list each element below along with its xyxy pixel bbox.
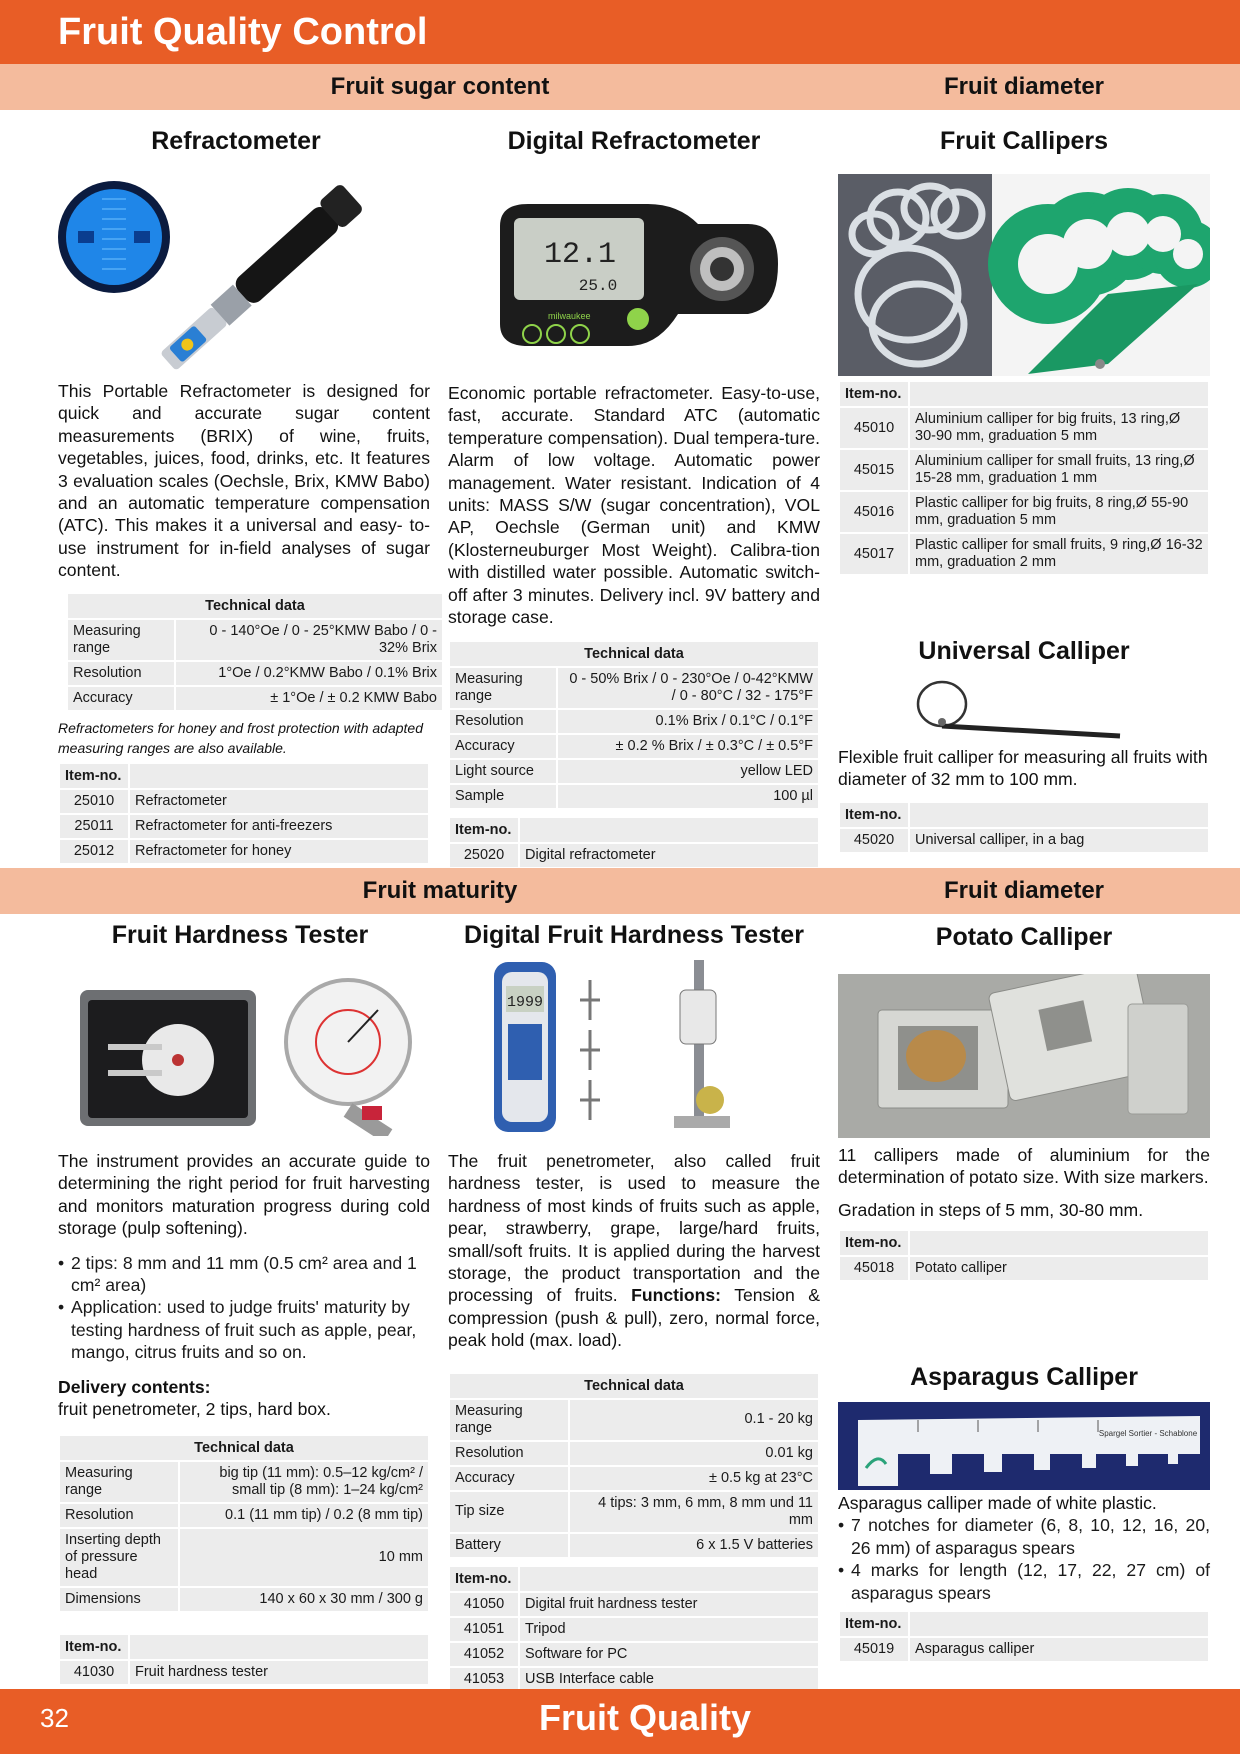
digital-hardness-item-table: Item-no. 41050 Digital fruit hardness tester 41051 Tripod 41052 Software for PC 41053 USB Interface cable (448, 1565, 820, 1693)
potato-calliper-title: Potato Calliper (935, 923, 1113, 951)
tech-row: Accuracy ± 0.5 kg at 23°C (450, 1467, 818, 1490)
tech-row: Resolution 0.1 (11 mm tip) / 0.2 (8 mm tip) (60, 1504, 428, 1527)
page-title: Fruit Quality Control (58, 11, 428, 53)
item-row: 41050 Digital fruit hardness tester (450, 1593, 818, 1616)
fruit-callipers-section (838, 126, 1210, 576)
hardness-tester-bullets (58, 1252, 430, 1364)
tech-row: Measuring range 0.1 - 20 kg (450, 1400, 818, 1440)
hardness-tester-section (58, 920, 430, 1686)
asparagus-calliper-section (838, 1362, 1210, 1663)
digital-refractometer-title: Digital Refractometer (507, 127, 761, 155)
item-row: 41051 Tripod (450, 1618, 818, 1641)
universal-calliper-title: Universal Calliper (918, 637, 1130, 665)
potato-calliper-section (838, 922, 1210, 1282)
digital-hardness-section (448, 920, 820, 1693)
tech-row: Measuring range 0 - 140°Oe / 0 - 25°KMW Babo / 0 - 32% Brix (68, 620, 442, 660)
item-row: 25012 Refractometer for honey (60, 840, 428, 863)
band-fruit-sugar-content: Fruit sugar content (330, 73, 550, 100)
item-row: 45020 Universal calliper, in a bag (840, 829, 1208, 852)
universal-calliper-item-table: Item-no. 45020 Universal calliper, in a bag (838, 801, 1210, 854)
universal-calliper-description: Flexible fruit calliper for measuring all fruits with diameter of 32 mm to 100 mm. (838, 747, 1208, 790)
footer-bar (0, 1689, 1240, 1754)
tech-row: Measuring range 0 - 50% Brix / 0 - 230°Oe / 0-42°KMW / 0 - 80°C / 32 - 175°F (450, 668, 818, 708)
bullet-item: • 4 marks for length (12, 17, 22, 27 cm) of asparagus spears (838, 1559, 1210, 1604)
item-row: 45019 Asparagus calliper (840, 1638, 1208, 1661)
refractometer-item-table (58, 762, 430, 865)
item-row: 41052 Software for PC (450, 1643, 818, 1666)
refractometer-section (58, 126, 437, 865)
refractometer-image (58, 174, 430, 370)
band-fruit-diameter-top: Fruit diameter (943, 73, 1105, 100)
universal-calliper-image (838, 670, 1210, 740)
refractometer-note: Refractometers for honey and frost protection with adapted measuring ranges are also available. (58, 719, 423, 756)
potato-calliper-gradation: Gradation in steps of 5 mm, 30-80 mm. (838, 1199, 1144, 1220)
tech-row: Resolution 1°Oe / 0.2°KMW Babo / 0.1% Brix (68, 662, 442, 685)
delivery-label: Delivery contents: (58, 1376, 211, 1397)
item-row: 45017 Plastic calliper for small fruits, 9 ring,Ø 16-32 mm, graduation 2 mm (840, 534, 1208, 574)
asparagus-calliper-bullets (838, 1514, 1210, 1604)
digital-hardness-title: Digital Fruit Hardness Tester (464, 921, 804, 949)
bullet-item: • Application: used to judge fruits' maturity by testing hardness of fruit such as apple, pear, mango, citrus fruits and so on. (58, 1296, 430, 1363)
brand-label: milwaukee (548, 311, 591, 321)
page-number: 32 (40, 1703, 69, 1733)
tech-table-header: Technical data (68, 594, 442, 618)
section-band-top (0, 64, 1240, 110)
digital-hardness-tech-table: Technical data Measuring range 0.1 - 20 kg Resolution 0.01 kg Accuracy ± 0.5 kg at 23°C Tip size 4 tips: 3 mm, 6 mm, 8 mm und 11 mm Battery 6 x 1.5 V batteries (448, 1372, 820, 1559)
item-row: 45015 Aluminium calliper for small fruits, 13 ring,Ø 15-28 mm, graduation 1 mm (840, 450, 1208, 490)
universal-calliper-section (838, 636, 1210, 854)
tech-row: Sample 100 µl (450, 785, 818, 808)
section-band-middle (0, 868, 1240, 914)
tech-row: Measuring range big tip (11 mm): 0.5–12 kg/cm² / small tip (8 mm): 1–24 kg/cm² (60, 1462, 428, 1502)
tech-row: Battery 6 x 1.5 V batteries (450, 1534, 818, 1557)
item-row: 45016 Plastic calliper for big fruits, 8 ring,Ø 55-90 mm, graduation 5 mm (840, 492, 1208, 532)
asparagus-calliper-image (838, 1402, 1210, 1490)
band-fruit-maturity: Fruit maturity (362, 877, 518, 904)
item-row: 45018 Potato calliper (840, 1257, 1208, 1280)
bullet-item: • 7 notches for diameter (6, 8, 10, 12, 16, 20, 26 mm) of asparagus spears (838, 1514, 1210, 1559)
refractometer-tech-table (66, 592, 444, 712)
digital-display-main: 12.1 (543, 238, 617, 272)
tech-row: Resolution 0.1% Brix / 0.1°C / 0.1°F (450, 710, 818, 733)
fruit-callipers-title: Fruit Callipers (939, 127, 1109, 155)
digital-hardness-description: The fruit penetrometer, also called fruit hardness tester, is used to measure the hardness of most kinds of fruits such as apple, pear, strawberry, grape, large/hard fruits, small/soft fruits. It is applied during the harvest storage, the product transportation and the processing of fruits. Functions: Tension & compression (push & pull), zero, normal force, peak hold (max. load). (448, 1151, 821, 1351)
hardness-tester-item-table: Item-no. 41030 Fruit hardness tester (58, 1633, 430, 1686)
item-row: 41030 Fruit hardness tester (60, 1661, 428, 1684)
refractometer-title: Refractometer (151, 127, 321, 155)
band-fruit-diameter-middle: Fruit diameter (943, 877, 1105, 904)
refractometer-description: This Portable Refractometer is designed for quick and accurate sugar content measurements (BRIX) of wine, fruits, vegetables, juices, food, drinks, etc. It features 3 evaluation scales (Oechsle, Brix, KMW Babo) and an automatic temperature compensation (ATC). This makes it a universal and easy- to-use instrument for in-field analyses of sugar content. (58, 381, 430, 581)
asparagus-calliper-description: Asparagus calliper made of white plastic. (838, 1493, 1157, 1513)
tech-row: Accuracy ± 1°Oe / ± 0.2 KMW Babo (68, 687, 442, 710)
digital-refractometer-description: Economic portable refractometer. Easy-to-use, fast, accurate. Standard ATC (automatic temperature compensation). Dual tempera-ture. Alarm of low voltage. Automatic power management. Water resistant. Indication of 4 units: MASS S/W (sugar concentration), VOL AP, Oechsle (German unit) and KMW (Klosterneuburger Most Weight). Calibra-tion with distilled water possible. Automatic switch-off after 3 minutes. Delivery incl. 9V battery and storage case. (448, 383, 820, 628)
header-bar (0, 0, 1240, 64)
digital-refractometer-image (448, 174, 820, 370)
item-row: 25020 Digital refractometer (450, 844, 818, 867)
item-table-header: Item-no. (60, 764, 128, 788)
digital-display-sub: 25.0 (578, 277, 618, 295)
potato-calliper-image (838, 974, 1210, 1138)
asparagus-calliper-title: Asparagus Calliper (910, 1363, 1138, 1391)
tech-row: Dimensions 140 x 60 x 30 mm / 300 g (60, 1588, 428, 1611)
hardness-tester-description: The instrument provides an accurate guide to determining the right period for fruit harvesting and monitors maturation progress during cold storage (pulp softening). (58, 1151, 430, 1239)
fruit-callipers-item-table: Item-no. 45010 Aluminium calliper for big fruits, 13 ring,Ø 30-90 mm, graduation 5 mm 45015 Aluminium calliper for small fruits, 13 ring,Ø 15-28 mm, graduation 1 mm 45016 Plastic calliper for big fruits, 8 ring,Ø 55-90 mm, graduation 5 mm 45017 Plastic calliper for small fruits, 9 ring,Ø 16-32 mm, graduation 2 mm (838, 380, 1210, 576)
digital-hardness-image (448, 960, 820, 1136)
item-row: 41053 USB Interface cable (450, 1668, 818, 1691)
tech-row: Resolution 0.01 kg (450, 1442, 818, 1465)
hardness-tester-tech-table: Technical data Measuring range big tip (11 mm): 0.5–12 kg/cm² / small tip (8 mm): 1–24 kg/cm² Resolution 0.1 (11 mm tip) / 0.2 (8 mm tip) Inserting depth of pressure head 10 mm Dimensions 140 x 60 x 30 mm / 300 g (58, 1434, 430, 1613)
potato-calliper-description: 11 callipers made of aluminium for the determination of potato size. With size markers. (838, 1145, 1210, 1188)
item-row: 25011 Refractometer for anti-freezers (60, 815, 428, 838)
hardness-tester-image (58, 960, 430, 1136)
tech-row: Inserting depth of pressure head 10 mm (60, 1529, 428, 1586)
footer-title: Fruit Quality (538, 1697, 751, 1738)
digital-refractometer-item-table: Item-no. 25020 Digital refractometer (448, 816, 820, 869)
asparagus-calliper-item-table: Item-no. 45019 Asparagus calliper (838, 1610, 1210, 1663)
asparagus-plate-text: Spargel Sortier - Schablone (1098, 1429, 1198, 1438)
fruit-callipers-image (838, 174, 1210, 376)
digital-refractometer-tech-table: Technical data Measuring range 0 - 50% Brix / 0 - 230°Oe / 0-42°KMW / 0 - 80°C / 32 - 175°F Resolution 0.1% Brix / 0.1°C / 0.1°F Accuracy ± 0.2 % Brix / ± 0.3°C / ± 0.5°F Light source yellow LED Sample 100 µl (448, 640, 820, 810)
digital-refractometer-section (448, 126, 820, 869)
item-row: 25010 Refractometer (60, 790, 428, 813)
tech-row: Light source yellow LED (450, 760, 818, 783)
delivery-contents: fruit penetrometer, 2 tips, hard box. (58, 1399, 331, 1420)
bullet-item: • 2 tips: 8 mm and 11 mm (0.5 cm² area and 1 cm² area) (58, 1252, 430, 1297)
tech-row: Accuracy ± 0.2 % Brix / ± 0.3°C / ± 0.5°F (450, 735, 818, 758)
item-row: 45010 Aluminium calliper for big fruits, 13 ring,Ø 30-90 mm, graduation 5 mm (840, 408, 1208, 448)
potato-calliper-item-table: Item-no. 45018 Potato calliper (838, 1229, 1210, 1282)
tech-row: Tip size 4 tips: 3 mm, 6 mm, 8 mm und 11 mm (450, 1492, 818, 1532)
hardness-tester-title: Fruit Hardness Tester (111, 921, 369, 949)
hardness-display: 1999 (506, 994, 544, 1011)
